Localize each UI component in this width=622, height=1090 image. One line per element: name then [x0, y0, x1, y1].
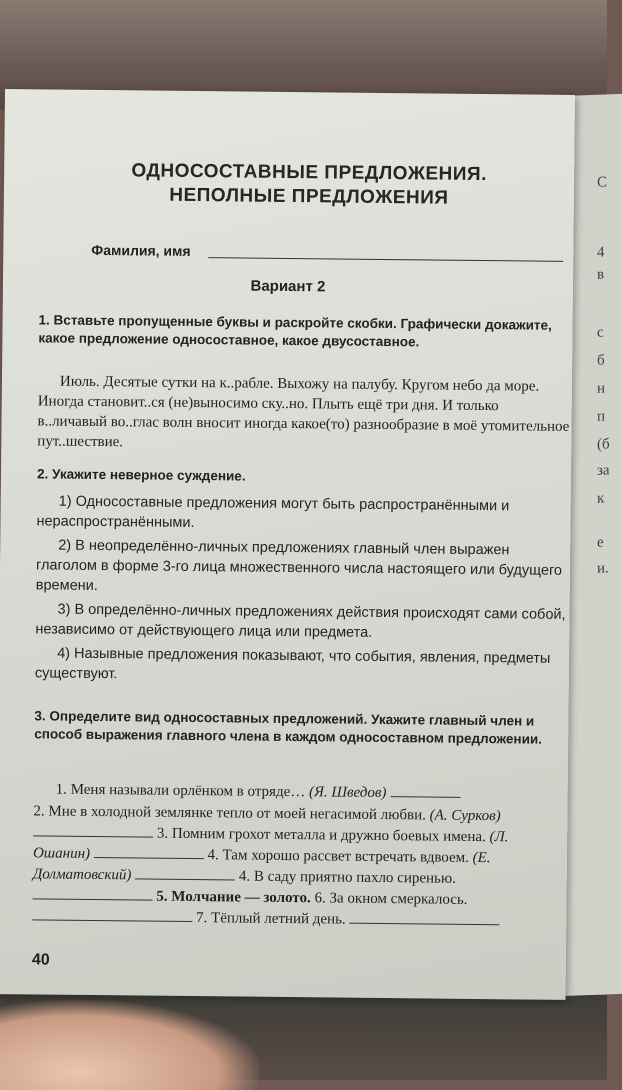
right-page-fragment: за	[597, 462, 610, 479]
sentence-text: 4. В саду приятно пахло сиренью.	[238, 868, 456, 887]
sentence-author: (Л. Ошанин)	[32, 829, 509, 862]
right-page-fragment: С	[597, 174, 608, 191]
task2-option-3: 3) В определённо-личных предложениях действия происходят сами собой, независимо от действующего лица или предмета.	[35, 601, 566, 641]
task2-option-2: 2) В неопределённо-личных предложениях главный член выражен глаголом в форме 3-го лица множественного числа настоящего или будущего времени.	[35, 537, 563, 595]
task3-sentence-2	[32, 801, 565, 933]
hand-photo-edge	[0, 1000, 260, 1090]
right-page-fragment: и.	[597, 560, 609, 577]
right-page-fragment: п	[597, 408, 606, 425]
workbook-page	[0, 89, 575, 1000]
answer-blank[interactable]	[135, 877, 235, 880]
answer-blank[interactable]	[94, 856, 204, 859]
sentence-text: 4. Там хорошо рассвет встречать вдвоем.	[207, 847, 470, 866]
name-input-line[interactable]	[208, 257, 563, 262]
right-page-fragment: 4	[597, 244, 605, 261]
sentence-text: 7. Тёплый летний день.	[196, 910, 346, 928]
answer-blank[interactable]	[32, 918, 192, 922]
right-page-fragment: с	[597, 324, 604, 341]
task2-option-4: 4) Назывные предложения показывают, что события, явления, предметы существуют.	[34, 645, 551, 683]
task2-option-1: 1) Односоставные предложения могут быть распространёнными и нераспространёнными.	[36, 493, 510, 532]
variant-heading: Вариант 2	[250, 277, 326, 296]
sentence-author: (Е. Долматовский)	[32, 849, 491, 884]
right-page-fragment: б	[597, 352, 605, 369]
right-page-fragment: е	[597, 534, 604, 551]
answer-blank[interactable]	[33, 834, 153, 837]
page-title-line-1: ОДНОСОСТАВНЫЕ ПРЕДЛОЖЕНИЯ.	[131, 160, 488, 186]
right-page-fragment: (б	[597, 436, 610, 453]
task1-heading: 1. Вставьте пропущенные буквы и раскройте скобки. Графически докажите, какое предложение односоставное, какое двусоставное.	[38, 312, 552, 350]
right-page-fragment: н	[597, 380, 606, 397]
answer-blank[interactable]	[33, 897, 153, 900]
answer-blank[interactable]	[390, 795, 460, 798]
sentence-text: 1. Меня называли орлёнком в отряде…	[55, 781, 306, 801]
task3-heading: 3. Определите вид односоставных предложений. Укажите главный член и способ выражения главного члена в каждом односоставном предложении.	[34, 708, 543, 747]
name-label: Фамилия, имя	[91, 241, 191, 259]
sentence-author: (Я. Шведов)	[308, 784, 387, 802]
right-page-fragment: к	[597, 490, 605, 507]
page-title-line-2: НЕПОЛНЫЕ ПРЕДЛОЖЕНИЯ	[169, 184, 449, 209]
answer-blank[interactable]	[349, 922, 499, 926]
page-number: 40	[31, 951, 50, 969]
sentence-author: (А. Сурков)	[429, 807, 501, 825]
right-page-fragment: в	[597, 266, 605, 283]
task1-text: Июль. Десятые сутки на к..рабле. Выхожу на палубу. Кругом небо да море. Иногда становит..ся (не)выносимо ску..но. Плыть ещё три дня. И только в..личавый во..глас волн вносит иногда какое(то) разнообразие в моё утомительное пут..шествие.	[37, 373, 570, 451]
sentence-text: 6. За окном смеркалось.	[314, 890, 468, 908]
sentence-text: 2. Мне в холодной землянке тепло от моей негасимой любви.	[33, 803, 426, 824]
sentence-text: 3. Помним грохот металла и дружно боевых имена.	[156, 825, 486, 846]
task2-heading: 2. Укажите неверное суждение.	[36, 466, 246, 484]
sentence-text: 5. Молчание — золото.	[156, 888, 311, 907]
